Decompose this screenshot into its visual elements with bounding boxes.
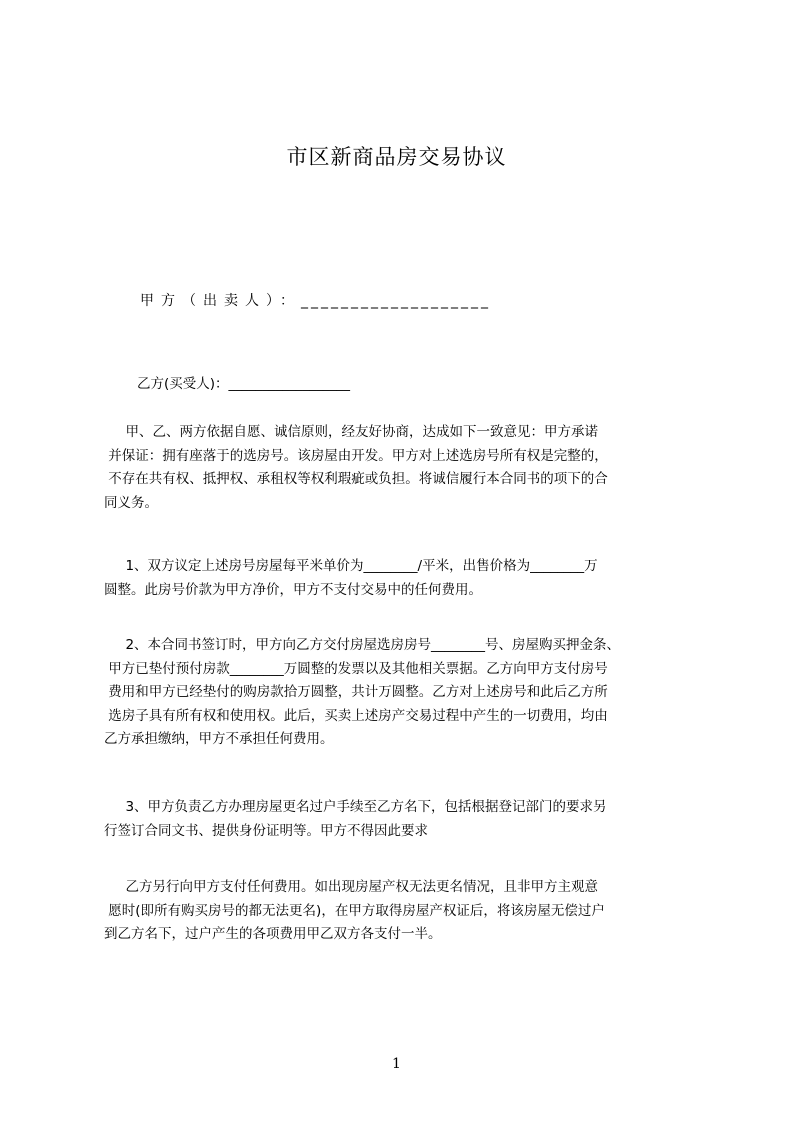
paragraph-line: 到乙方名下，过户产生的各项费用甲乙双方各支付一半。 [104,926,442,942]
page-number: 1 [392,1056,401,1072]
paragraph-line: 愿时(即所有购买房号的都无法更名)，在甲方取得房屋产权证后，将该房屋无偿过户 [104,902,605,919]
paragraph-line: 3、甲方负责乙方办理房屋更名过户手续至乙方名下，包括根据登记部门的要求另 [104,799,607,815]
party-a-blank: ___________________ [301,293,491,309]
paragraph-line: 甲、乙、两方依据自愿、诚信原则，经友好协商，达成如下一致意见：甲方承诺 [104,424,598,440]
party-a-line [140,290,491,310]
paragraph-clause-3-continued [104,876,704,947]
paragraph-line: 并保证：拥有座落于的选房号。该房屋由开发。甲方对上述选房号所有权是完整的， [104,447,608,464]
paragraph-line: 圆整。此房号价款为甲方净价，甲方不支付交易中的任何费用。 [104,581,482,598]
paragraph-line: 行签订合同文书、提供身份证明等。甲方不得因此要求 [104,822,428,839]
paragraph-line: 乙方另行向甲方支付任何费用。如出现房屋产权无法更名情况，且非甲方主观意 [104,879,598,895]
paragraph-intro [104,421,704,515]
paragraph-line: 费用和甲方已经垫付的购房款拾万圆整，共计万圆整。乙方对上述房号和此后乙方所 [104,684,608,700]
paragraph-line: 2、本合同书签订时，甲方向乙方交付房屋选房房号________号、房屋购买押金条、 [104,637,621,653]
paragraph-line: 同义务。 [104,494,158,511]
paragraph-clause-3 [104,796,704,843]
paragraph-line: 甲方已垫付预付房款________万圆整的发票以及其他相关票据。乙方向甲方支付房号 [104,660,608,677]
party-b-line: 乙方(买受人)：__________________ [137,376,351,392]
paragraph-clause-1 [104,555,704,602]
party-a-label: 甲方（出卖人）： [140,293,301,309]
paragraph-line: 不存在共有权、抵押权、承租权等权利瑕疵或负担。将诚信履行本合同书的项下的合 [104,471,608,487]
paragraph-clause-2 [104,634,704,752]
paragraph-line: 乙方承担缴纳，甲方不承担任何费用。 [104,731,334,747]
paragraph-line: 选房子具有所有权和使用权。此后，买卖上述房产交易过程中产生的一切费用，均由 [104,707,608,724]
paragraph-line: 1、双方议定上述房号房屋每平米单价为________/平米，出售价格为________万 [104,558,598,574]
document-title: 市区新商品房交易协议 [286,145,507,169]
